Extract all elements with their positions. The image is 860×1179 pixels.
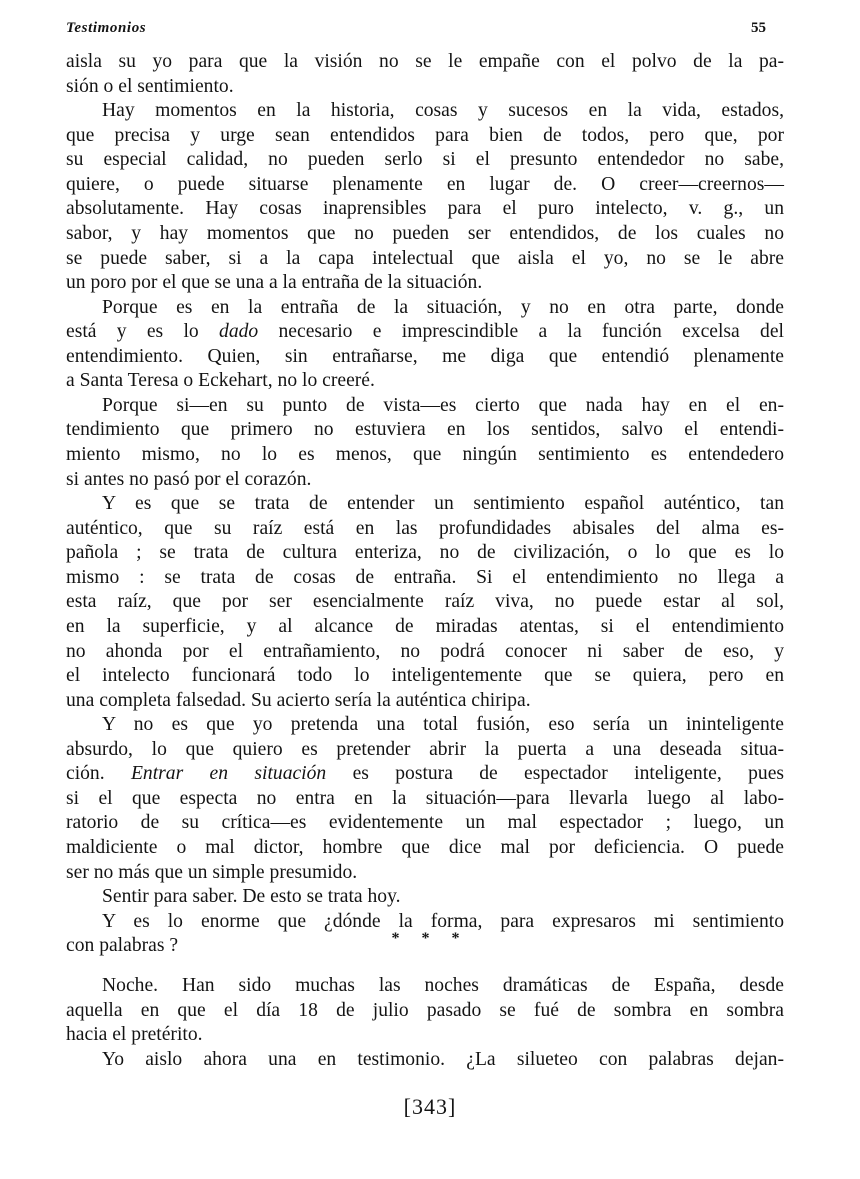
text-line: absurdo, lo que quiero es pretender abrir la puerta a una deseada situa-	[66, 738, 784, 760]
text-segment: necesario e imprescindible a la función excelsa del	[258, 321, 784, 343]
text-line: su especial calidad, no pueden serlo si el presunto entendedor no sabe,	[66, 149, 784, 171]
italic-text: dado	[219, 321, 259, 343]
body-text-section-1	[66, 50, 784, 959]
text-line: Porque si—en su punto de vista—es cierto que nada hay en el en-	[102, 394, 784, 416]
text-line: tendimiento que primero no estuviera en los sentidos, salvo el entendi-	[66, 419, 784, 441]
text-line: Sentir para saber. De esto se trata hoy.	[102, 886, 401, 908]
text-line	[66, 762, 784, 787]
running-header	[66, 20, 766, 46]
text-line: aisla su yo para que la visión no se le empañe con el polvo de la pa-	[66, 51, 784, 72]
text-line: aquella en que el día 18 de julio pasado se fué de sombra en sombra	[66, 999, 784, 1021]
text-line: ratorio de su crítica—es evidentemente un mal espectador ; luego, un	[66, 812, 784, 834]
text-line: mismo : se trata de cosas de entraña. Si el entendimiento no llega a	[66, 566, 784, 588]
text-line: absolutamente. Hay cosas inaprensibles para el puro intelecto, v. g., un	[66, 198, 784, 220]
text-line: hacia el pretérito.	[66, 1024, 203, 1046]
text-line: Yo aislo ahora una en testimonio. ¿La silueteo con palabras dejan-	[102, 1048, 784, 1070]
text-line: una completa falsedad. Su acierto sería la auténtica chiripa.	[66, 689, 531, 711]
text-line: a Santa Teresa o Eckehart, no lo creeré.	[66, 370, 375, 392]
text-line: Y es que se trata de entender un sentimiento español auténtico, tan	[102, 493, 784, 515]
text-line: quiere, o puede situarse plenamente en lugar de. O creer—creernos—	[66, 173, 784, 195]
text-line: Porque es en la entraña de la situación, y no en otra parte, donde	[102, 296, 784, 318]
text-line: un poro por el que se una a la entraña de la situación.	[66, 272, 483, 294]
text-line	[66, 320, 784, 345]
text-line: si antes no pasó por el corazón.	[66, 468, 312, 490]
text-line: ser no más que un simple presumido.	[66, 861, 358, 883]
folio-number: 55	[751, 20, 766, 36]
text-line: con palabras ?	[66, 935, 179, 957]
text-line: entendimiento. Quien, sin entrañarse, me diga que entendió plenamente	[66, 345, 784, 367]
text-line: si el que especta no entra en la situación—para llevarla luego al labo-	[66, 787, 784, 809]
section-separator: * * *	[391, 930, 469, 947]
text-line: Noche. Han sido muchas las noches dramáticas de España, desde	[102, 975, 784, 996]
text-line: miento mismo, no lo es menos, que ningún sentimiento es entendedero	[66, 444, 784, 465]
text-line: sabor, y hay momentos que no pueden ser entendidos, de los cuales no	[66, 222, 784, 244]
text-line: no ahonda por el entrañamiento, no podrá conocer ni saber de eso, y	[66, 640, 784, 662]
text-line: esta raíz, que por ser esencialmente raíz viva, no puede estar al sol,	[66, 591, 784, 613]
text-line: pañola ; se trata de cultura enteriza, no de civilización, o lo que es lo	[66, 542, 784, 564]
page-number: [343]	[403, 1094, 457, 1119]
text-line: que precisa y urge sean entendidos para bien de todos, pero que, por	[66, 124, 784, 146]
text-segment: es postura de espectador inteligente, pues	[326, 763, 785, 785]
text-line: en la superficie, y al alcance de miradas atentas, si el entendimiento	[66, 615, 784, 637]
text-segment: está y es lo	[66, 321, 220, 343]
text-line: Y no es que yo pretenda una total fusión, eso sería un ininteligente	[102, 714, 784, 736]
text-line: Y es lo enorme que ¿dónde la forma, para expresaros mi sentimiento	[102, 910, 784, 932]
text-line: auténtico, que su raíz está en las profundidades abisales del alma es-	[66, 517, 784, 539]
text-segment: ción.	[66, 763, 131, 785]
text-line: sión o el sentimiento.	[66, 75, 234, 97]
body-text-section-2	[66, 974, 784, 1072]
text-line: el intelecto funcionará todo lo inteligentemente que se quiera, pero en	[66, 665, 784, 687]
text-line: se puede saber, si a la capa intelectual que aisla el yo, no se le abre	[66, 247, 784, 269]
text-line: Hay momentos en la historia, cosas y sucesos en la vida, estados,	[102, 100, 784, 122]
running-title: Testimonios	[66, 20, 147, 36]
text-line: maldiciente o mal dictor, hombre que dice mal por deficiencia. O puede	[66, 837, 784, 858]
italic-text: Entrar en situación	[130, 763, 327, 785]
